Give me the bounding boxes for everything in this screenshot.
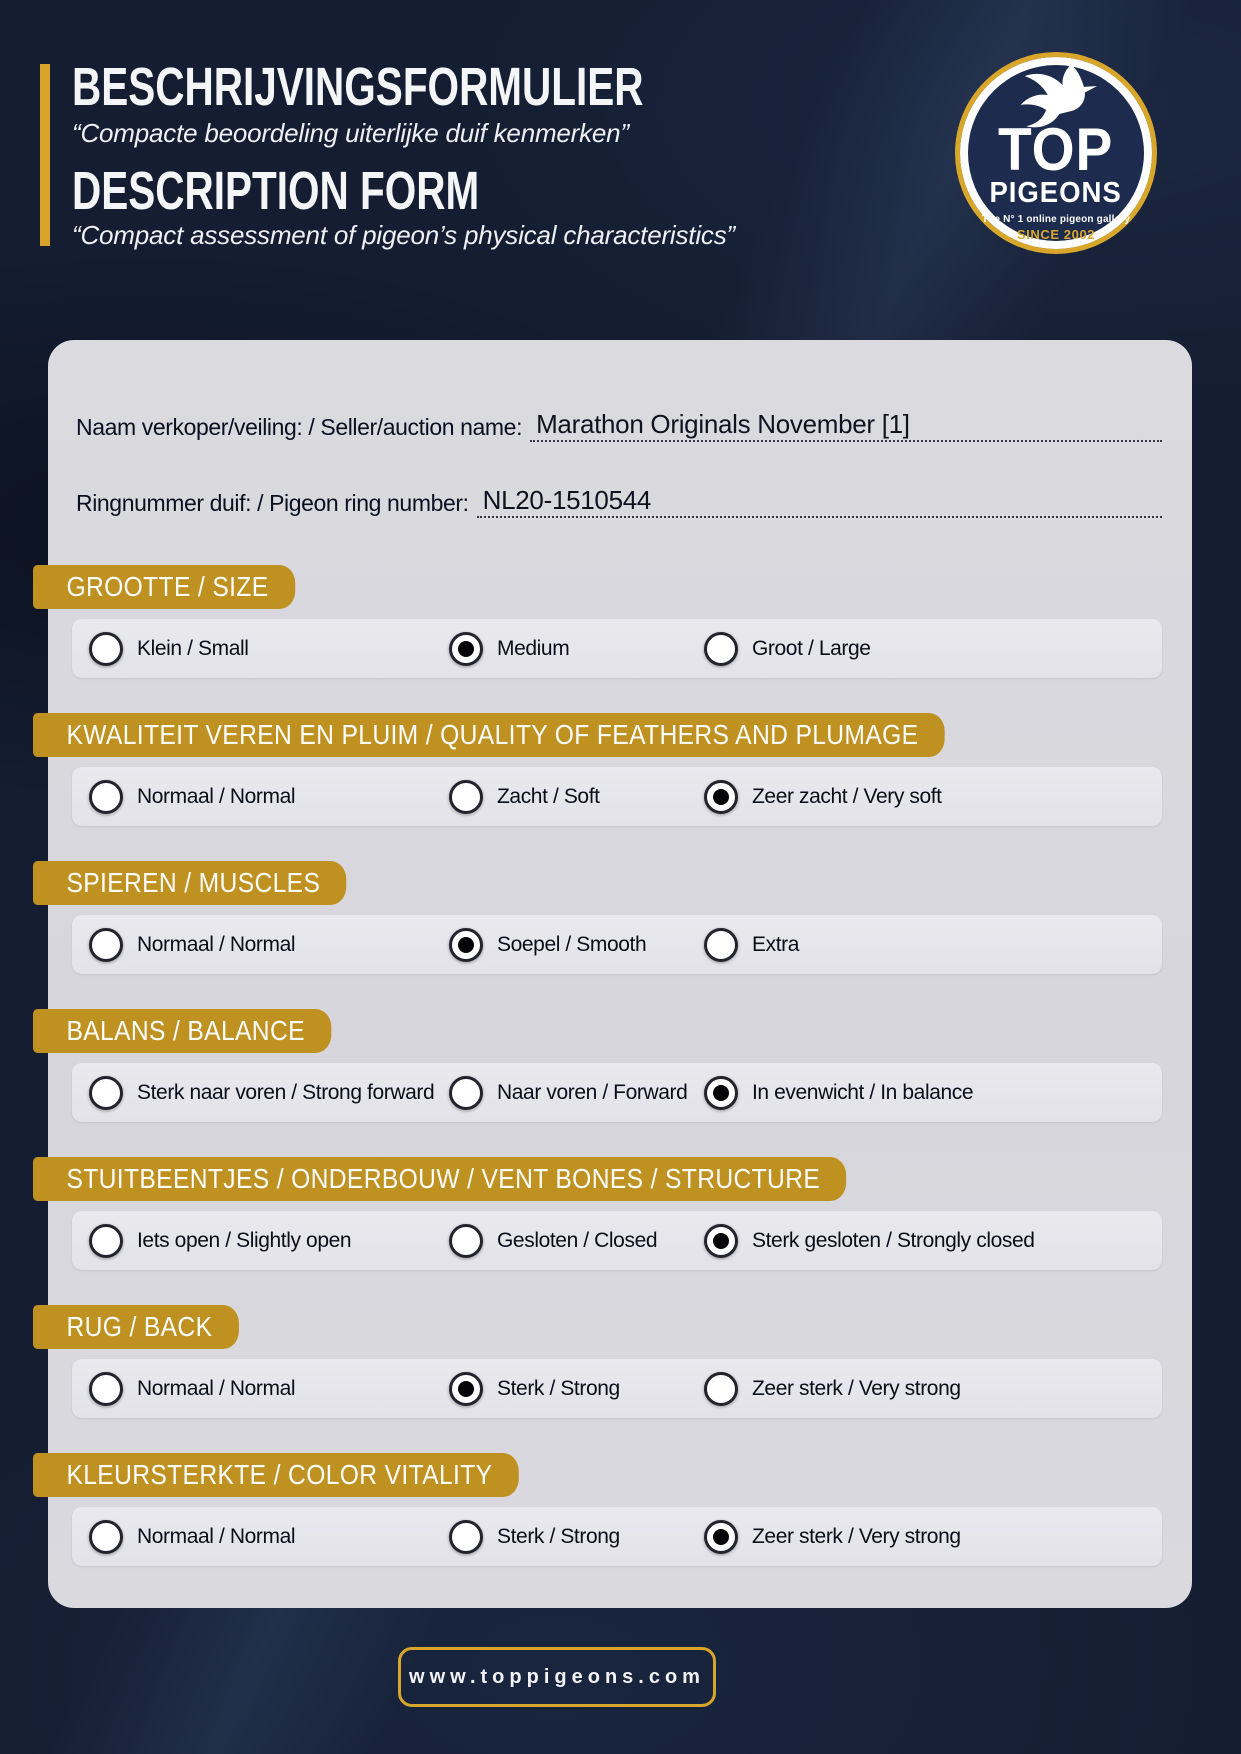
option-label: Sterk gesloten / Strongly closed [752, 1228, 1035, 1252]
option[interactable] [449, 1076, 704, 1110]
section-title: RUG / BACK [66, 1311, 213, 1342]
radio-button-icon[interactable] [449, 632, 483, 666]
radio-button-icon[interactable] [89, 1076, 123, 1110]
option[interactable] [89, 928, 449, 962]
section-header [33, 713, 945, 757]
option-label: Sterk naar voren / Strong forward [137, 1080, 435, 1104]
option-label: Klein / Small [137, 636, 249, 660]
section-title: GROOTTE / SIZE [66, 571, 269, 602]
radio-button-icon[interactable] [704, 1520, 738, 1554]
top-pigeons-logo [955, 52, 1157, 254]
option[interactable] [449, 1224, 704, 1258]
option[interactable] [704, 1372, 1162, 1406]
radio-button-icon[interactable] [449, 928, 483, 962]
option[interactable] [704, 1224, 1162, 1258]
option[interactable] [704, 780, 1162, 814]
form-section [48, 565, 1192, 678]
ring-number-value[interactable]: NL20-1510544 [477, 486, 1162, 518]
radio-button-icon[interactable] [89, 1520, 123, 1554]
option-label: Iets open / Slightly open [137, 1228, 352, 1252]
option-label: Zeer zacht / Very soft [752, 784, 942, 808]
seller-name-field [76, 396, 1162, 442]
logo-tagline: The N° 1 online pigeon gallery [981, 213, 1131, 225]
option[interactable] [89, 1372, 449, 1406]
section-header [33, 565, 295, 609]
options-row [72, 767, 1162, 826]
section-header [33, 1157, 847, 1201]
section-title: BALANS / BALANCE [66, 1015, 305, 1046]
option[interactable] [449, 928, 704, 962]
section-title: KLEURSTERKTE / COLOR VITALITY [66, 1459, 493, 1490]
form-fields [48, 340, 1192, 518]
ring-number-label: Ringnummer duif: / Pigeon ring number: [76, 490, 469, 516]
options-row [72, 1359, 1162, 1418]
option[interactable] [89, 780, 449, 814]
radio-button-icon[interactable] [704, 780, 738, 814]
options-row [72, 1211, 1162, 1270]
radio-button-icon[interactable] [89, 928, 123, 962]
options-row [72, 619, 1162, 678]
radio-button-icon[interactable] [704, 928, 738, 962]
option[interactable] [449, 1520, 704, 1554]
options-row [72, 1507, 1162, 1566]
option[interactable] [89, 1076, 449, 1110]
section-title: KWALITEIT VEREN EN PLUIM / QUALITY OF FEATHERS AND PLUMAGE [66, 719, 919, 750]
option-label: Zacht / Soft [497, 784, 600, 808]
option[interactable] [449, 780, 704, 814]
seller-name-value[interactable]: Marathon Originals November [1] [530, 410, 1162, 442]
radio-button-icon[interactable] [449, 1076, 483, 1110]
option[interactable] [704, 928, 1162, 962]
radio-button-icon[interactable] [449, 780, 483, 814]
option-label: Medium [497, 636, 570, 660]
radio-button-icon[interactable] [449, 1224, 483, 1258]
radio-button-icon[interactable] [449, 1372, 483, 1406]
form-section [48, 1305, 1192, 1418]
radio-button-icon[interactable] [89, 780, 123, 814]
logo-word-pigeons: PIGEONS [989, 177, 1123, 209]
option[interactable] [89, 1520, 449, 1554]
option[interactable] [704, 1076, 1162, 1110]
radio-button-icon[interactable] [704, 632, 738, 666]
website-link: www.toppigeons.com [409, 1665, 705, 1688]
option-label: In evenwicht / In balance [752, 1080, 974, 1104]
option[interactable] [449, 1372, 704, 1406]
option-label: Sterk / Strong [497, 1376, 620, 1400]
radio-button-icon[interactable] [704, 1224, 738, 1258]
logo-since: SINCE 2002 [1016, 227, 1096, 242]
option-label: Soepel / Smooth [497, 932, 647, 956]
section-title: SPIEREN / MUSCLES [66, 867, 321, 898]
page-subtitle-en: “Compact assessment of pigeon’s physical characteristics” [72, 220, 735, 250]
page-title-nl: BESCHRIJVINGSFORMULIER [72, 57, 644, 117]
option-label: Zeer sterk / Very strong [752, 1524, 961, 1548]
option-label: Extra [752, 932, 800, 956]
option[interactable] [449, 632, 704, 666]
section-title: STUITBEENTJES / ONDERBOUW / VENT BONES / STRUCTURE [66, 1163, 821, 1194]
section-header [33, 861, 347, 905]
form-section [48, 1453, 1192, 1566]
form-card [48, 340, 1192, 1608]
option-label: Normaal / Normal [137, 1524, 296, 1548]
form-section [48, 1009, 1192, 1122]
form-sections [48, 565, 1192, 1566]
option[interactable] [704, 1520, 1162, 1554]
radio-button-icon[interactable] [449, 1520, 483, 1554]
option-label: Naar voren / Forward [497, 1080, 688, 1104]
form-section [48, 1157, 1192, 1270]
form-section [48, 713, 1192, 826]
radio-button-icon[interactable] [89, 632, 123, 666]
section-header [33, 1453, 519, 1497]
gold-accent-bar [40, 64, 50, 246]
section-header [33, 1305, 239, 1349]
radio-button-icon[interactable] [704, 1372, 738, 1406]
page-title-en: DESCRIPTION FORM [72, 161, 480, 221]
option-label: Zeer sterk / Very strong [752, 1376, 961, 1400]
logo-word-top: TOP [998, 116, 1114, 183]
section-header [33, 1009, 331, 1053]
radio-button-icon[interactable] [89, 1372, 123, 1406]
page-subtitle-nl: “Compacte beoordeling uiterlijke duif kenmerken” [72, 118, 629, 148]
seller-name-label: Naam verkoper/veiling: / Seller/auction name: [76, 414, 523, 440]
website-box [398, 1647, 716, 1707]
option[interactable] [89, 1224, 449, 1258]
options-row [72, 915, 1162, 974]
option-label: Normaal / Normal [137, 1376, 296, 1400]
option[interactable] [89, 632, 449, 666]
form-section [48, 861, 1192, 974]
option-label: Groot / Large [752, 636, 871, 660]
options-row [72, 1063, 1162, 1122]
option-label: Normaal / Normal [137, 932, 296, 956]
option[interactable] [704, 632, 1162, 666]
radio-button-icon[interactable] [89, 1224, 123, 1258]
radio-button-icon[interactable] [704, 1076, 738, 1110]
ring-number-field [76, 472, 1162, 518]
option-label: Sterk / Strong [497, 1524, 620, 1548]
option-label: Normaal / Normal [137, 784, 296, 808]
option-label: Gesloten / Closed [497, 1228, 658, 1252]
